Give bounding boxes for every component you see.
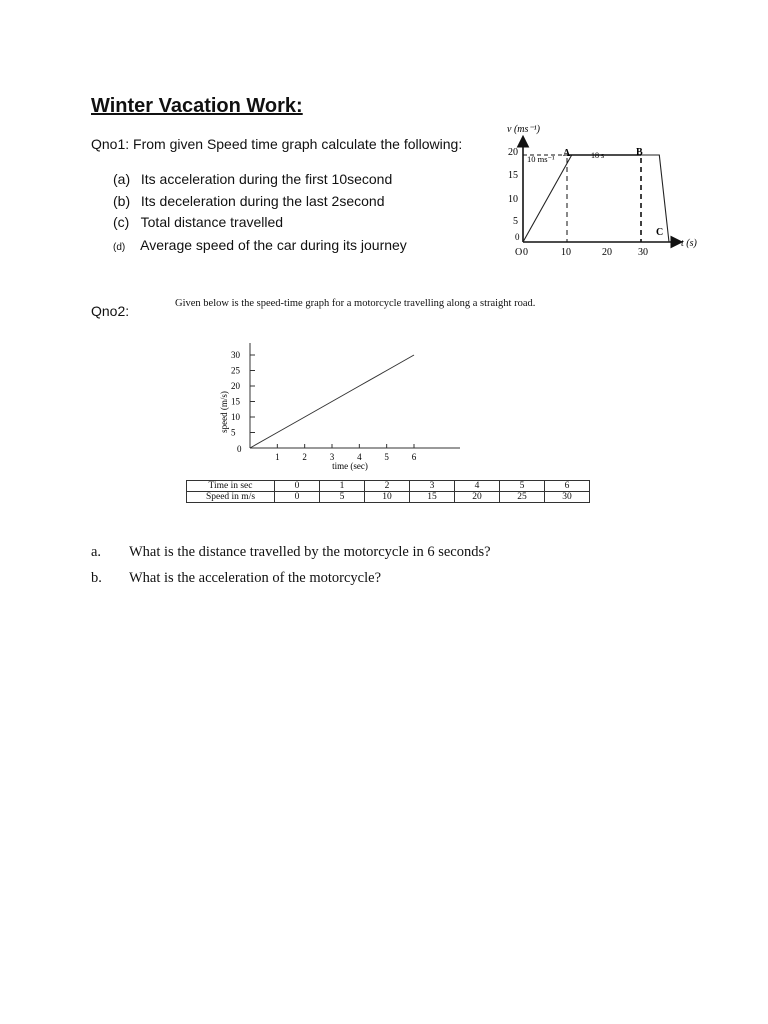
q2-speed-line [250, 355, 414, 448]
q2-y-tick-label: 30 [231, 350, 240, 360]
q1-y-tick-5: 5 [513, 216, 518, 227]
q2-y-axis-label: speed (m/s) [219, 391, 229, 433]
q1-item-d-label: (d) [113, 242, 126, 253]
q1-x-tick-0: 0 [523, 247, 528, 258]
q1-y-tick-15: 15 [508, 170, 518, 181]
q1-item-c [113, 214, 283, 230]
q2-y-tick-label: 20 [231, 381, 240, 391]
q1-y-tick-20: 20 [508, 147, 518, 158]
q2-x-tick-label: 2 [302, 452, 307, 462]
q2-y-tick-label: 15 [231, 396, 240, 407]
q2-question-a-text: What is the distance travelled by the motorcycle in 6 seconds? [129, 544, 491, 560]
q2-caption: Given below is the speed-time graph for a motorcycle travelling along a straight road. [175, 298, 536, 309]
q1-y-tick-10: 10 [508, 194, 518, 205]
q2-y-tick-label: 25 [231, 365, 240, 376]
q2-y-tick-label: 0 [237, 444, 242, 454]
q2-time-cell: 5 [500, 481, 545, 492]
q1-item-a [113, 171, 392, 187]
q2-x-axis-label: time (sec) [332, 461, 368, 471]
q1-x-tick-20: 20 [602, 247, 612, 258]
q2-speed-cell: 20 [455, 492, 500, 503]
q2-x-tick-label: 3 [329, 452, 335, 462]
q2-time-cell: 6 [545, 481, 590, 492]
q2-question-b-text: What is the acceleration of the motorcycle? [129, 570, 382, 586]
q2-time-cell: 1 [320, 481, 365, 492]
q2-speed-row [187, 492, 590, 503]
q2-time-cell: 4 [455, 481, 500, 492]
q1-item-a-label: (a) [113, 171, 131, 187]
q1-item-b [113, 193, 385, 209]
q2-x-tick-label: 5 [384, 452, 389, 462]
q2-x-tick-label: 1 [275, 452, 280, 462]
q1-item-d [113, 237, 407, 253]
q1-item-d-text: Average speed of the car during its journey [140, 237, 407, 253]
q1-heading: Qno1: From given Speed time graph calculate the following: [91, 136, 463, 152]
q1-item-c-text: Total distance travelled [140, 214, 284, 230]
q1-x-tick-30: 30 [638, 247, 648, 258]
q1-item-c-label: (c) [113, 214, 130, 230]
q1-x-tick-10: 10 [561, 247, 571, 258]
q1-y-tick-0: 0 [515, 232, 520, 242]
q2-speed-cell: 5 [320, 492, 365, 503]
q2-time-cell: 0 [275, 481, 320, 492]
q2-time-cell: 2 [365, 481, 410, 492]
q2-speed-cell: 10 [365, 492, 410, 503]
q1-item-a-text: Its acceleration during the first 10second [140, 171, 393, 187]
q2-speed-time-graph [205, 338, 475, 473]
q1-point-b: B [636, 147, 643, 158]
q1-speed-annotation: 10 ms⁻¹ [527, 154, 555, 164]
q2-speed-row-label: Speed in m/s [187, 492, 275, 503]
q2-heading: Qno2: [91, 303, 130, 319]
q2-speed-cell: 0 [275, 492, 320, 503]
q1-point-c: C [656, 227, 664, 238]
q1-speed-line [523, 155, 669, 242]
page-title: Winter Vacation Work: [91, 95, 303, 117]
q1-y-axis-label: v (ms⁻¹) [507, 124, 540, 135]
q1-item-b-text: Its deceleration during the last 2second [140, 193, 385, 209]
q2-question-a [91, 544, 491, 561]
q1-duration-annotation: 18 s [591, 151, 605, 160]
q2-y-tick-label: 5 [231, 427, 236, 438]
q2-time-row-label: Time in sec [187, 481, 275, 492]
q1-vt-graph [495, 118, 705, 268]
q2-question-b [91, 570, 381, 587]
q2-time-row [187, 481, 590, 492]
q1-item-b-label: (b) [113, 193, 131, 209]
q2-x-tick-label: 4 [357, 452, 362, 462]
q1-point-a: A [563, 148, 571, 159]
q2-time-cell: 3 [410, 481, 455, 492]
q2-data-table [186, 480, 590, 503]
q2-x-tick-label: 6 [411, 452, 417, 462]
q2-speed-cell: 30 [545, 492, 590, 503]
q2-speed-cell: 25 [500, 492, 545, 503]
q1-x-axis-label: t (s) [681, 238, 697, 249]
q2-y-tick-label: 10 [231, 412, 240, 422]
q2-question-b-letter: b. [91, 570, 102, 586]
q2-question-a-letter: a. [91, 544, 102, 560]
q2-speed-cell: 15 [410, 492, 455, 503]
q1-origin-label: O [515, 247, 523, 258]
